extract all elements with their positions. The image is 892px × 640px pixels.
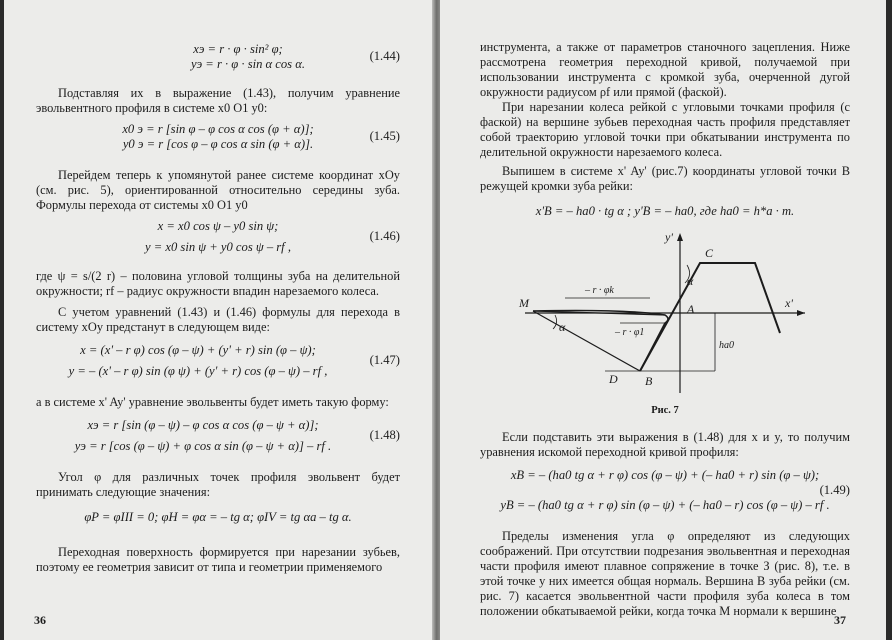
equation-line: yэ = r [cos (φ – ψ) + φ cos α sin (φ – ψ + α)] – rf . [74,439,332,453]
equation-number: (1.48) [369,428,400,442]
label-m: M [519,296,529,310]
label-h-a0: ha0 [719,340,734,351]
y-axis-arrow [677,233,683,241]
equation-line: x0 э = r [sin φ – φ cos α cos (φ + α)]; [122,122,314,136]
equation-line: xэ = r [sin (φ – ψ) – φ cos α cos (φ – ψ + α)]; [87,418,319,432]
equation-line: y = – (x' – r φ) sin (φ ψ) + (y' + r) cos (φ – ψ) – rf , [68,364,328,378]
figure-7 [515,223,815,403]
equation-line: yB = – (ha0 tg α + r φ) sin (φ – ψ) + (– ha0 – r) cos (φ – ψ) – rf . [500,498,830,512]
equation-1-46 [36,219,400,255]
label-r-phi-k: – r · φk [585,285,614,296]
label-alpha-top: α [687,274,694,288]
equation-number: (1.45) [369,129,400,143]
equation-line: xB = – (ha0 tg α + r φ) cos (φ – ψ) + (– ha0 + r) sin (φ – ψ); [510,468,820,482]
equation-line: y0 э = r [cos φ – φ cos α sin (φ + α)]. [122,137,314,151]
equation-phi-values: φP = φIII = 0; φH = φα = – tg α; φIV = tg αa – tg α. [84,510,352,524]
label-b: B [645,374,653,388]
equation-1-48 [36,418,400,454]
equation-line: x = (x' – r φ) cos (φ – ψ) + (y' + r) sin (φ – ψ); [80,343,316,357]
label-a: A [687,302,695,316]
paragraph: С учетом уравнений (1.43) и (1.46) формулы для перехода в систему xOy предстанут в следующем виде: [36,305,400,334]
transition-curve [533,311,668,372]
equation-1-47 [36,343,400,379]
equation-number: (1.44) [369,49,400,63]
paragraph: инструмента, а также от параметров станочного зацепления. Ниже рассмотрена геометрия переходной кривой, получаемой при использовании инструмента с кромкой зуба, очерченной дугой окружности радиусом ρf или прямой (фаской). [480,40,850,99]
label-y-axis: y' [665,230,673,244]
paragraph: а в системе x' Ay' уравнение эвольвенты будет иметь такую форму: [36,395,389,409]
normal-line [533,311,640,371]
label-c: C [705,246,714,260]
equation-number: (1.49) [819,483,850,497]
paragraph: Пределы изменения угла φ определяют из следующих соображений. При отсутствии подрезания эвольвентная и переходная части профиля имеют плавное сопряжение в точке З (рис. 8), т.е. в этой точке у них имеется общая нормаль. Вершина B зуба рейки (см. рис. 7) касается эвольвентной части профиля зуба колеса в том положении обкатываемой рейки, когда точка M нормали к вершине [480,529,850,618]
paragraph: При нарезании колеса рейкой с угловыми точками профиля (с фаской) на вершине зубьев переходная часть профиля представляет собой траекторию угловой точки при обкатывании инструмента по делительной окружности нарезаемого колеса. [480,100,850,159]
equation-number: (1.47) [369,353,400,367]
equation-line: x = x0 cos ψ – y0 sin ψ; [157,219,279,233]
left-page [4,0,434,640]
label-r-phi-1: – r · φ1 [615,327,645,338]
equation-point-b: x'B = – ha0 · tg α ; y'B = – ha0, где ha0 = h*a · m. [535,204,795,218]
equation-number: (1.46) [369,229,400,243]
paragraph: Подставляя их в выражение (1.43), получим уравнение эвольвентного профиля в системе x0 O1 y0: [36,86,400,115]
page-number: 36 [34,613,46,627]
page-number: 37 [834,613,846,627]
paragraph: Перейдем теперь к упомянутой ранее системе координат xOy (см. рис. 5), ориентированной относительно середины зуба. Формулы перехода от системы x0 O1 y0 [36,168,400,212]
equation-line: xэ = r · φ · sin² φ; [193,42,283,56]
paragraph: Угол φ для различных точек профиля эвольвент будет принимать следующие значения: [36,470,400,499]
paragraph: Выпишем в системе x' Ay' (рис.7) координаты угловой точки B режущей кромки зуба рейки: [480,164,850,193]
paragraph: где ψ = s/(2 r) – половина угловой толщины зуба на делительной окружности; rf – радиус окружности впадин нарезаемого колеса. [36,269,400,298]
equation-line: y = x0 sin ψ + y0 cos ψ – rf , [145,240,291,254]
x-axis-arrow [797,310,805,316]
equation-1-44 [36,42,400,72]
equation-1-45 [36,122,400,152]
label-x-axis: x' [785,296,793,310]
right-page [440,0,886,640]
figure-caption: Рис. 7 [651,405,679,416]
equation-1-49 [480,468,850,513]
paragraph: Если подставить эти выражения в (1.48) для x и y, то получим уравнения искомой переходной кривой профиля: [480,430,850,459]
label-d: D [609,372,618,386]
rack-tooth-profile [640,263,780,371]
label-alpha-left: α [559,320,566,334]
paragraph: Переходная поверхность формируется при нарезании зубьев, поэтому ее геометрия зависит от типа и геометрии применяемого [36,545,400,574]
equation-line: yэ = r · φ · sin α cos α. [191,57,305,71]
